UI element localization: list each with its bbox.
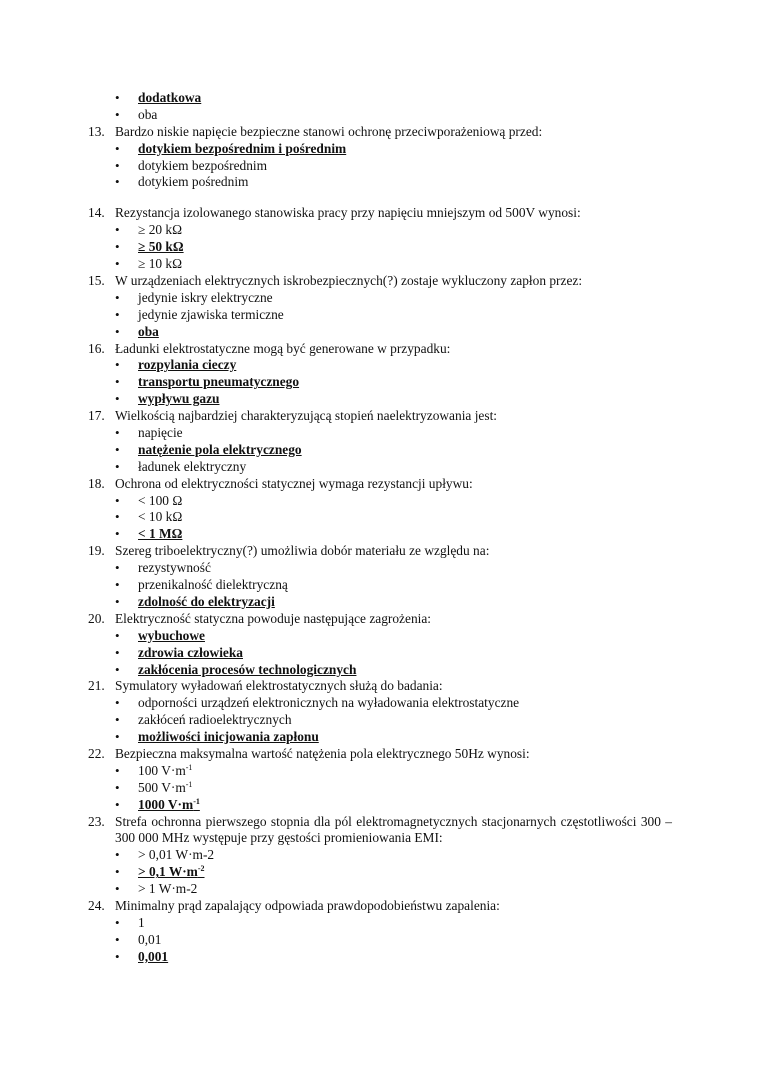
answer-option <box>88 915 672 932</box>
question-item <box>88 543 672 611</box>
option-text: 0,01 <box>138 931 162 947</box>
answer-option-correct <box>88 729 672 746</box>
answer-option <box>88 847 672 864</box>
answer-option <box>88 425 672 442</box>
option-text: > 0,1 $W\cdot m^{-2}$ <box>138 864 205 880</box>
bullet-icon: • <box>115 948 120 964</box>
question-number: 14. <box>88 205 105 221</box>
answer-options <box>88 847 672 898</box>
option-text: możliwości inicjowania zapłonu <box>138 729 319 745</box>
answer-option-correct <box>88 797 672 814</box>
option-text: > 0,01 W·m-2 <box>138 847 215 863</box>
bullet-icon: • <box>115 644 120 660</box>
answer-option <box>88 712 672 729</box>
answer-options <box>88 425 672 476</box>
option-text: < 10 kΩ <box>138 509 183 525</box>
answer-option <box>88 577 672 594</box>
document-page <box>88 90 672 966</box>
answer-options <box>88 141 672 192</box>
question-number: 24. <box>88 898 105 914</box>
bullet-icon: • <box>115 762 120 778</box>
bullet-icon: • <box>115 729 120 745</box>
question-text: Bardzo niskie napięcie bezpieczne stanowi ochronę przeciwporażeniową przed: <box>115 123 543 139</box>
option-text: napięcie <box>138 425 183 440</box>
bullet-icon: • <box>115 157 120 173</box>
option-text: < 100 Ω <box>138 492 183 508</box>
bullet-icon: • <box>115 914 120 930</box>
answer-option-correct <box>88 239 672 256</box>
leading-options <box>88 90 672 124</box>
question-item <box>88 678 672 746</box>
answer-options <box>88 763 672 814</box>
answer-option-correct <box>88 374 672 391</box>
option-text: wybuchowe <box>138 627 205 643</box>
question-item <box>88 273 672 341</box>
answer-option-correct <box>88 526 672 543</box>
question-item <box>88 476 672 544</box>
question-number: 22. <box>88 745 105 761</box>
option-text: ≥ 50 kΩ <box>138 239 184 255</box>
option-text: zdrowia człowieka <box>138 644 243 660</box>
option-text: transportu pneumatycznego <box>138 374 300 390</box>
option-text: rozpylania cieczy <box>138 357 237 373</box>
question-number: 16. <box>88 340 105 356</box>
bullet-icon: • <box>115 90 120 105</box>
bullet-icon: • <box>115 695 120 711</box>
question-number: 17. <box>88 408 105 424</box>
bullet-icon: • <box>115 881 120 897</box>
option-text: > 1 W·m-2 <box>138 881 198 897</box>
option-text: jedynie zjawiska termiczne <box>138 306 284 322</box>
bullet-icon: • <box>115 441 120 457</box>
option-superscript: -1 <box>185 762 193 772</box>
answer-option <box>88 256 672 273</box>
option-text: dodatkowa <box>138 90 202 105</box>
answer-options <box>88 560 672 611</box>
option-text: zakłóceń radioelektrycznych <box>138 712 292 728</box>
question-number: 21. <box>88 678 105 694</box>
answer-option-correct <box>88 594 672 611</box>
bullet-icon: • <box>115 779 120 795</box>
bullet-icon: • <box>115 931 120 947</box>
answer-option <box>88 560 672 577</box>
answer-option <box>88 695 672 712</box>
option-text: dotykiem bezpośrednim i pośrednim <box>138 140 347 156</box>
answer-option-correct <box>88 324 672 341</box>
bullet-icon: • <box>115 661 120 677</box>
option-text: natężenie pola elektrycznego <box>138 441 302 457</box>
option-text: jedynie iskry elektryczne <box>138 289 273 305</box>
option-superscript: -1 <box>193 796 200 806</box>
answer-option-correct <box>88 141 672 158</box>
option-text: rezystywność <box>138 560 211 576</box>
option-text: ≥ 10 kΩ <box>138 256 183 272</box>
answer-option-correct <box>88 864 672 881</box>
answer-option-correct <box>88 391 672 408</box>
bullet-icon: • <box>115 323 120 339</box>
option-text: wypływu gazu <box>138 391 220 407</box>
bullet-icon: • <box>115 222 120 238</box>
answer-options <box>88 357 672 408</box>
question-text: Symulatory wyładowań elektrostatycznych służą do badania: <box>115 678 443 694</box>
bullet-icon: • <box>115 864 120 880</box>
option-text: 500 $V\cdot m^{-1}$ <box>138 779 193 795</box>
bullet-icon: • <box>115 593 120 609</box>
answer-option-correct <box>88 442 672 459</box>
option-text: 1 <box>138 914 145 930</box>
bullet-icon: • <box>115 391 120 407</box>
question-item <box>88 205 672 273</box>
bullet-icon: • <box>115 560 120 576</box>
answer-option <box>88 763 672 780</box>
bullet-icon: • <box>115 509 120 525</box>
question-number: 13. <box>88 123 105 139</box>
question-number: 20. <box>88 610 105 626</box>
option-text: ładunek elektryczny <box>138 458 247 474</box>
bullet-icon: • <box>115 492 120 508</box>
bullet-icon: • <box>115 256 120 272</box>
answer-option-correct <box>88 662 672 679</box>
answer-option <box>88 107 672 124</box>
question-text: Szereg triboelektryczny(?) umożliwia dobór materiału ze względu na: <box>115 543 490 559</box>
answer-option <box>88 780 672 797</box>
bullet-icon: • <box>115 289 120 305</box>
bullet-icon: • <box>115 847 120 863</box>
answer-option <box>88 222 672 239</box>
answer-option-correct <box>88 357 672 374</box>
question-item <box>88 611 672 679</box>
option-text: zdolność do elektryzacji <box>138 593 275 609</box>
bullet-icon: • <box>115 140 120 156</box>
answer-option <box>88 932 672 949</box>
question-number: 18. <box>88 475 105 491</box>
question-text: Ochrona od elektryczności statycznej wymaga rezystancji upływu: <box>115 475 473 491</box>
option-text: 100 $V\cdot m^{-1}$ <box>138 762 193 778</box>
answer-option <box>88 509 672 526</box>
question-text: Wielkością najbardziej charakteryzującą stopień naelektryzowania jest: <box>115 408 498 424</box>
answer-option <box>88 290 672 307</box>
question-item <box>88 746 672 814</box>
question-text: Ładunki elektrostatyczne mogą być generowane w przypadku: <box>115 340 451 356</box>
bullet-icon: • <box>115 577 120 593</box>
answer-option <box>88 493 672 510</box>
answer-option <box>88 158 672 175</box>
option-text: < 1 MΩ <box>138 526 183 542</box>
answer-options <box>88 222 672 273</box>
question-list <box>88 124 672 966</box>
option-text: zakłócenia procesów technologicznych <box>138 661 357 677</box>
question-number: 19. <box>88 543 105 559</box>
question-number: 23. <box>88 813 105 829</box>
option-text: odporności urządzeń elektronicznych na wyładowania elektrostatyczne <box>138 695 520 711</box>
option-text: oba <box>138 323 159 339</box>
option-text: dotykiem pośrednim <box>138 174 249 190</box>
bullet-icon: • <box>115 306 120 322</box>
answer-options <box>88 290 672 341</box>
answer-option <box>88 881 672 898</box>
option-text: oba <box>138 106 158 122</box>
question-item <box>88 124 672 192</box>
bullet-icon: • <box>115 627 120 643</box>
option-text: przenikalność dielektryczną <box>138 577 288 593</box>
question-item <box>88 341 672 409</box>
answer-option-correct <box>88 949 672 966</box>
answer-options <box>88 695 672 746</box>
option-superscript: -1 <box>185 779 193 789</box>
answer-option <box>88 174 672 191</box>
answer-option <box>88 307 672 324</box>
question-text: Bezpieczna maksymalna wartość natężenia pola elektrycznego 50Hz wynosi: <box>115 745 530 761</box>
bullet-icon: • <box>115 374 120 390</box>
option-text: 1000 $V\cdot m^{-1}$ <box>138 796 200 812</box>
answer-option <box>88 459 672 476</box>
answer-options <box>88 915 672 966</box>
answer-option-correct <box>88 90 672 107</box>
question-item <box>88 408 672 476</box>
question-number: 15. <box>88 272 105 288</box>
question-item <box>88 898 672 966</box>
answer-option-correct <box>88 645 672 662</box>
option-text: 0,001 <box>138 948 169 964</box>
option-text: ≥ 20 kΩ <box>138 222 183 238</box>
answer-options <box>88 493 672 544</box>
bullet-icon: • <box>115 712 120 728</box>
option-text: dotykiem bezpośrednim <box>138 157 268 173</box>
bullet-icon: • <box>115 458 120 474</box>
question-text: Strefa ochronna pierwszego stopnia dla pól elektromagnetycznych stacjonarnych częstotliwości 300 – 300 000 MHz występuje przy gęstości promieniowania EMI: <box>115 813 672 846</box>
bullet-icon: • <box>115 106 120 122</box>
question-text: Rezystancja izolowanego stanowiska pracy przy napięciu mniejszym od 500V wynosi: <box>115 205 581 221</box>
bullet-icon: • <box>115 239 120 255</box>
bullet-icon: • <box>115 357 120 373</box>
question-text: Elektryczność statyczna powoduje następujące zagrożenia: <box>115 610 432 626</box>
answer-options <box>88 628 672 679</box>
bullet-icon: • <box>115 796 120 812</box>
question-item <box>88 814 672 898</box>
question-text: W urządzeniach elektrycznych iskrobezpiecznych(?) zostaje wykluczony zapłon przez: <box>115 272 583 288</box>
option-superscript: -2 <box>197 864 205 874</box>
question-text: Minimalny prąd zapalający odpowiada prawdopodobieństwu zapalenia: <box>115 898 500 914</box>
bullet-icon: • <box>115 425 120 440</box>
answer-option-correct <box>88 628 672 645</box>
bullet-icon: • <box>115 174 120 190</box>
bullet-icon: • <box>115 526 120 542</box>
